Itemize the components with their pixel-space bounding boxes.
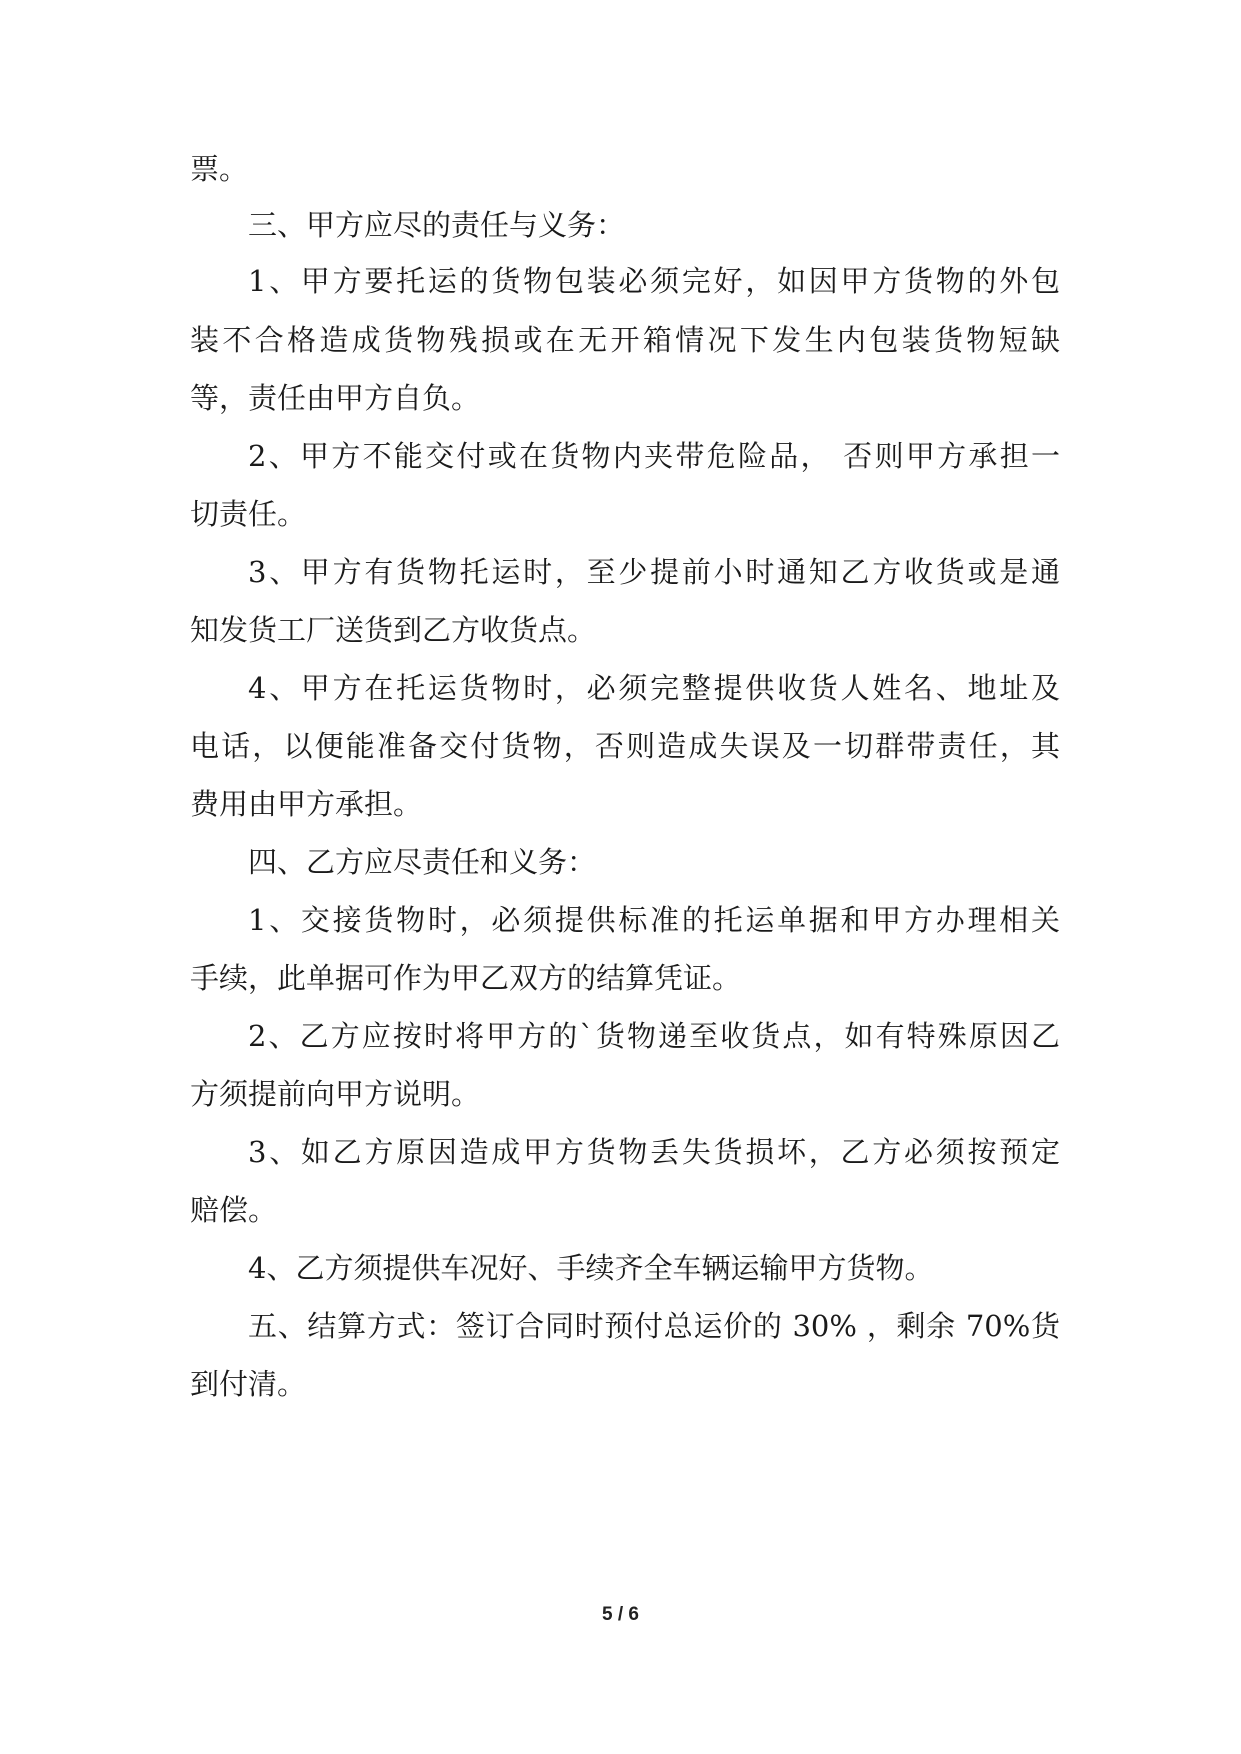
section-heading-4: 四、乙方应尽责任和义务： xyxy=(248,845,597,879)
paragraph-line: 费用由甲方承担。 xyxy=(190,787,423,821)
section-heading-5: 五、结算方式：签订合同时预付总运价的 30% ，剩余 70%货 xyxy=(248,1309,1060,1343)
paragraph-line: 电话，以便能准备交付货物，否则造成失误及一切群带责任，其 xyxy=(190,729,1060,763)
paragraph-line: 手续，此单据可作为甲乙双方的结算凭证。 xyxy=(190,961,742,995)
paragraph-line: 4、甲方在托运货物时，必须完整提供收货人姓名、地址及 xyxy=(248,671,1060,705)
page-number: 5 / 6 xyxy=(602,1604,639,1625)
paragraph-line: 到付清。 xyxy=(190,1367,307,1401)
paragraph-line: 2、乙方应按时将甲方的`货物递至收货点，如有特殊原因乙 xyxy=(248,1019,1060,1053)
paragraph-line: 3、如乙方原因造成甲方货物丢失货损坏，乙方必须按预定 xyxy=(248,1135,1060,1169)
paragraph-line: 方须提前向甲方说明。 xyxy=(190,1077,481,1111)
paragraph-line: 等，责任由甲方自负。 xyxy=(190,381,481,415)
paragraph-line: 装不合格造成货物残损或在无开箱情况下发生内包装货物短缺 xyxy=(190,323,1060,357)
section-heading-3: 三、甲方应尽的责任与义务： xyxy=(248,208,626,242)
paragraph-line: 赔偿。 xyxy=(190,1193,278,1227)
paragraph-line: 切责任。 xyxy=(190,497,307,531)
paragraph-line: 知发货工厂送货到乙方收货点。 xyxy=(190,613,597,647)
paragraph-line: 3、甲方有货物托运时，至少提前小时通知乙方收货或是通 xyxy=(248,555,1060,589)
paragraph-line: 4、乙方须提供车况好、手续齐全车辆运输甲方货物。 xyxy=(248,1251,934,1285)
paragraph-line: 2、甲方不能交付或在货物内夹带危险品， 否则甲方承担一 xyxy=(248,439,1060,473)
paragraph-line: 票。 xyxy=(190,152,249,186)
paragraph-line: 1、甲方要托运的货物包装必须完好，如因甲方货物的外包 xyxy=(248,264,1060,298)
paragraph-line: 1、交接货物时，必须提供标准的托运单据和甲方办理相关 xyxy=(248,903,1060,937)
